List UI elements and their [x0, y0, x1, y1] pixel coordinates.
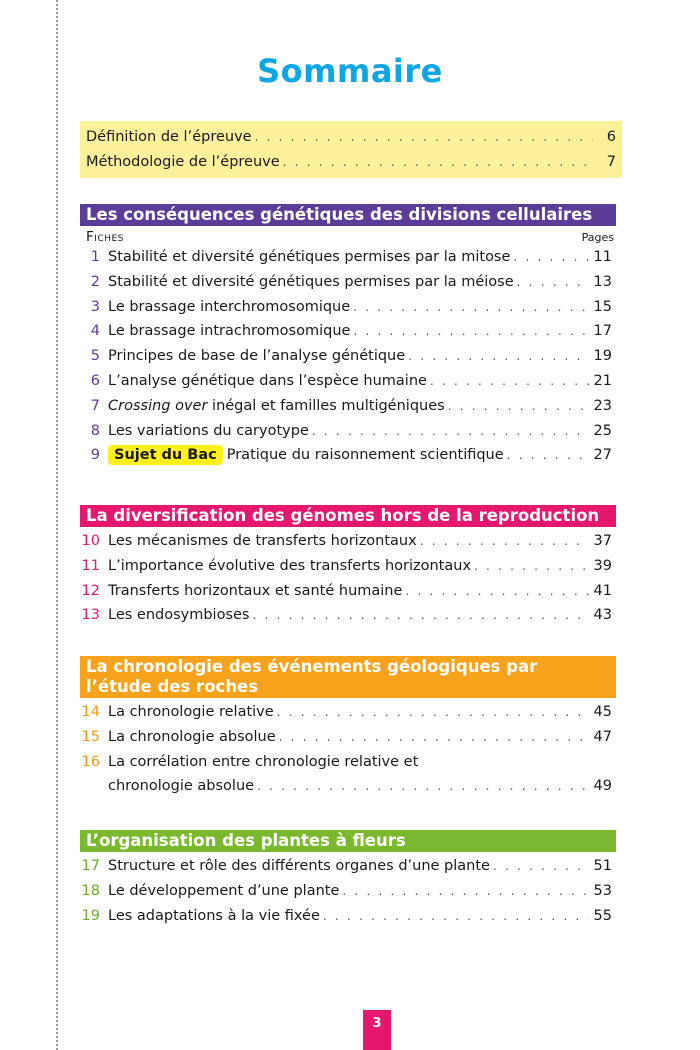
- entry-label-rest: inégal et familles multigéniques: [207, 397, 445, 414]
- dot-leader: [513, 245, 589, 269]
- entry-number: 10: [81, 533, 100, 549]
- toc-entry[interactable]: [80, 879, 612, 904]
- toc-entry[interactable]: [80, 725, 612, 750]
- entry-number: 13: [81, 607, 100, 624]
- entry-label-rest: Pratique du raisonnement scientifique: [226, 447, 504, 464]
- entry-number: 18: [81, 882, 100, 899]
- section-entries: [80, 527, 616, 628]
- section-plantes: [80, 830, 616, 928]
- toc-entry[interactable]: [80, 295, 612, 320]
- section-header: L’organisation des plantes à fleurs: [80, 830, 616, 852]
- toc-entry[interactable]: [80, 245, 612, 270]
- entry-label: [108, 443, 504, 467]
- toc-entry[interactable]: [80, 344, 612, 369]
- entry-label: Les adaptations à la vie fixée: [108, 907, 320, 924]
- toc-entry[interactable]: [86, 150, 616, 175]
- entry-page: 23: [593, 397, 612, 414]
- entry-number: 16: [81, 753, 100, 770]
- entry-page: 55: [593, 907, 612, 924]
- entry-number: 19: [81, 907, 100, 924]
- entry-label: Les endosymbioses: [108, 607, 250, 624]
- entry-label: Le brassage interchromosomique: [108, 298, 351, 315]
- entry-page: 51: [593, 858, 612, 874]
- dot-leader: [517, 270, 589, 294]
- entry-page: 25: [593, 422, 612, 439]
- section-entries: [80, 245, 616, 468]
- entry-page: 17: [593, 323, 612, 340]
- entry-number: 9: [90, 447, 100, 464]
- entry-page: 49: [593, 778, 612, 795]
- entry-number: 14: [81, 704, 100, 720]
- column-headers: [80, 226, 616, 245]
- dot-leader: [323, 904, 589, 928]
- entry-label: Le brassage intrachromosomique: [108, 323, 351, 340]
- dot-leader: [279, 725, 589, 749]
- entry-label: Structure et rôle des différents organes d’une plante: [108, 858, 490, 874]
- dot-leader: [312, 419, 589, 443]
- section-entries: [80, 852, 616, 928]
- entry-number: 15: [81, 728, 100, 745]
- dot-leader: [507, 443, 589, 467]
- dot-leader: [474, 554, 589, 578]
- entry-number: 6: [90, 372, 100, 389]
- toc-entry[interactable]: [80, 394, 612, 419]
- entry-number: 3: [90, 298, 100, 315]
- toc-entry[interactable]: [80, 603, 612, 628]
- dot-leader: [342, 879, 589, 903]
- entry-page: 11: [593, 249, 612, 265]
- entry-label: [108, 394, 445, 418]
- entry-number: 11: [81, 557, 100, 574]
- toc-entry[interactable]: [80, 270, 612, 295]
- entry-label: chronologie absolue: [108, 778, 255, 795]
- section-chronologie: [80, 656, 616, 799]
- fiches-text: Fiches: [86, 229, 124, 245]
- entry-label: La corrélation entre chronologie relative et: [108, 753, 419, 770]
- toc-entry[interactable]: [80, 750, 612, 775]
- toc-entry[interactable]: [86, 125, 616, 150]
- entry-label: L’analyse génétique dans l’espèce humaine: [108, 372, 427, 389]
- toc-entry[interactable]: [80, 443, 612, 468]
- entry-page: 13: [593, 273, 612, 290]
- entry-page: 47: [593, 728, 612, 745]
- dot-leader: [420, 529, 589, 553]
- entry-page: 27: [593, 447, 612, 464]
- dot-leader: [408, 344, 589, 368]
- entry-number: 12: [81, 582, 100, 599]
- entry-number: 5: [90, 348, 100, 365]
- entry-label: Stabilité et diversité génétiques permises par la mitose: [108, 249, 511, 265]
- toc-entry[interactable]: [80, 904, 612, 929]
- dot-leader: [253, 603, 590, 627]
- section-diversification: [80, 505, 616, 628]
- toc-entry[interactable]: [80, 854, 612, 879]
- entry-page: 45: [593, 704, 612, 720]
- pages-heading: Pages: [581, 231, 614, 244]
- toc-entry[interactable]: [80, 319, 612, 344]
- entry-label: Transferts horizontaux et santé humaine: [108, 582, 403, 599]
- dot-leader: [353, 295, 589, 319]
- intro-block: [80, 121, 622, 178]
- entry-label: Les mécanismes de transferts horizontaux: [108, 533, 417, 549]
- toc-entry[interactable]: [80, 529, 612, 554]
- section-header: Les conséquences génétiques des divisions cellulaires: [80, 204, 616, 226]
- bac-badge: Sujet du Bac: [108, 445, 223, 465]
- dot-leader: [405, 579, 589, 603]
- entry-label: La chronologie relative: [108, 704, 274, 720]
- section-entries: [80, 698, 616, 799]
- page-title: Sommaire: [257, 52, 443, 90]
- entry-page: 37: [593, 533, 612, 549]
- section-header: La chronologie des événements géologiques par l’étude des roches: [80, 656, 616, 698]
- section-header: La diversification des génomes hors de la reproduction: [80, 505, 616, 527]
- dot-leader: [430, 369, 589, 393]
- entry-page: 39: [593, 557, 612, 574]
- entry-label: Le développement d’une plante: [108, 882, 340, 899]
- toc-entry[interactable]: [80, 419, 612, 444]
- entry-page: 53: [593, 882, 612, 899]
- toc-entry[interactable]: [80, 579, 612, 604]
- toc-entry[interactable]: [80, 369, 612, 394]
- entry-page: 7: [606, 154, 616, 170]
- dot-leader: [448, 394, 589, 418]
- entry-page: 43: [593, 607, 612, 624]
- dot-leader: [257, 774, 589, 798]
- dot-leader: [493, 854, 589, 878]
- entry-number: 4: [90, 323, 100, 340]
- dot-leader: [255, 125, 593, 149]
- entry-number: 2: [90, 273, 100, 290]
- entry-number: 17: [81, 858, 100, 874]
- entry-label: Définition de l’épreuve: [86, 129, 252, 145]
- entry-label: La chronologie absolue: [108, 728, 276, 745]
- page-number: 3: [363, 1010, 391, 1050]
- dot-leader: [353, 319, 589, 343]
- entry-page: 41: [593, 582, 612, 599]
- entry-label: Stabilité et diversité génétiques permises par la méiose: [108, 273, 514, 290]
- toc-entry[interactable]: [80, 554, 612, 579]
- entry-label: Les variations du caryotype: [108, 422, 309, 439]
- entry-number: 7: [90, 397, 100, 414]
- entry-page: 6: [606, 129, 616, 145]
- toc-entry[interactable]: [80, 700, 612, 725]
- entry-label-italic: Crossing over: [108, 397, 208, 414]
- entry-page: 19: [593, 348, 612, 365]
- entry-label: Principes de base de l’analyse génétique: [108, 348, 406, 365]
- entry-page: 15: [593, 298, 612, 315]
- section-genetique: [80, 204, 616, 468]
- entry-number: 1: [90, 249, 100, 265]
- toc-entry-continued[interactable]: [80, 774, 612, 799]
- entry-label: Méthodologie de l’épreuve: [86, 154, 280, 170]
- entry-number: 8: [90, 422, 100, 439]
- fiches-heading: [86, 229, 124, 245]
- dot-leader: [283, 150, 593, 174]
- entry-label: L’importance évolutive des transferts horizontaux: [108, 557, 472, 574]
- entry-page: 21: [593, 372, 612, 389]
- dot-leader: [277, 700, 589, 724]
- page-binding-edge: [56, 0, 58, 1050]
